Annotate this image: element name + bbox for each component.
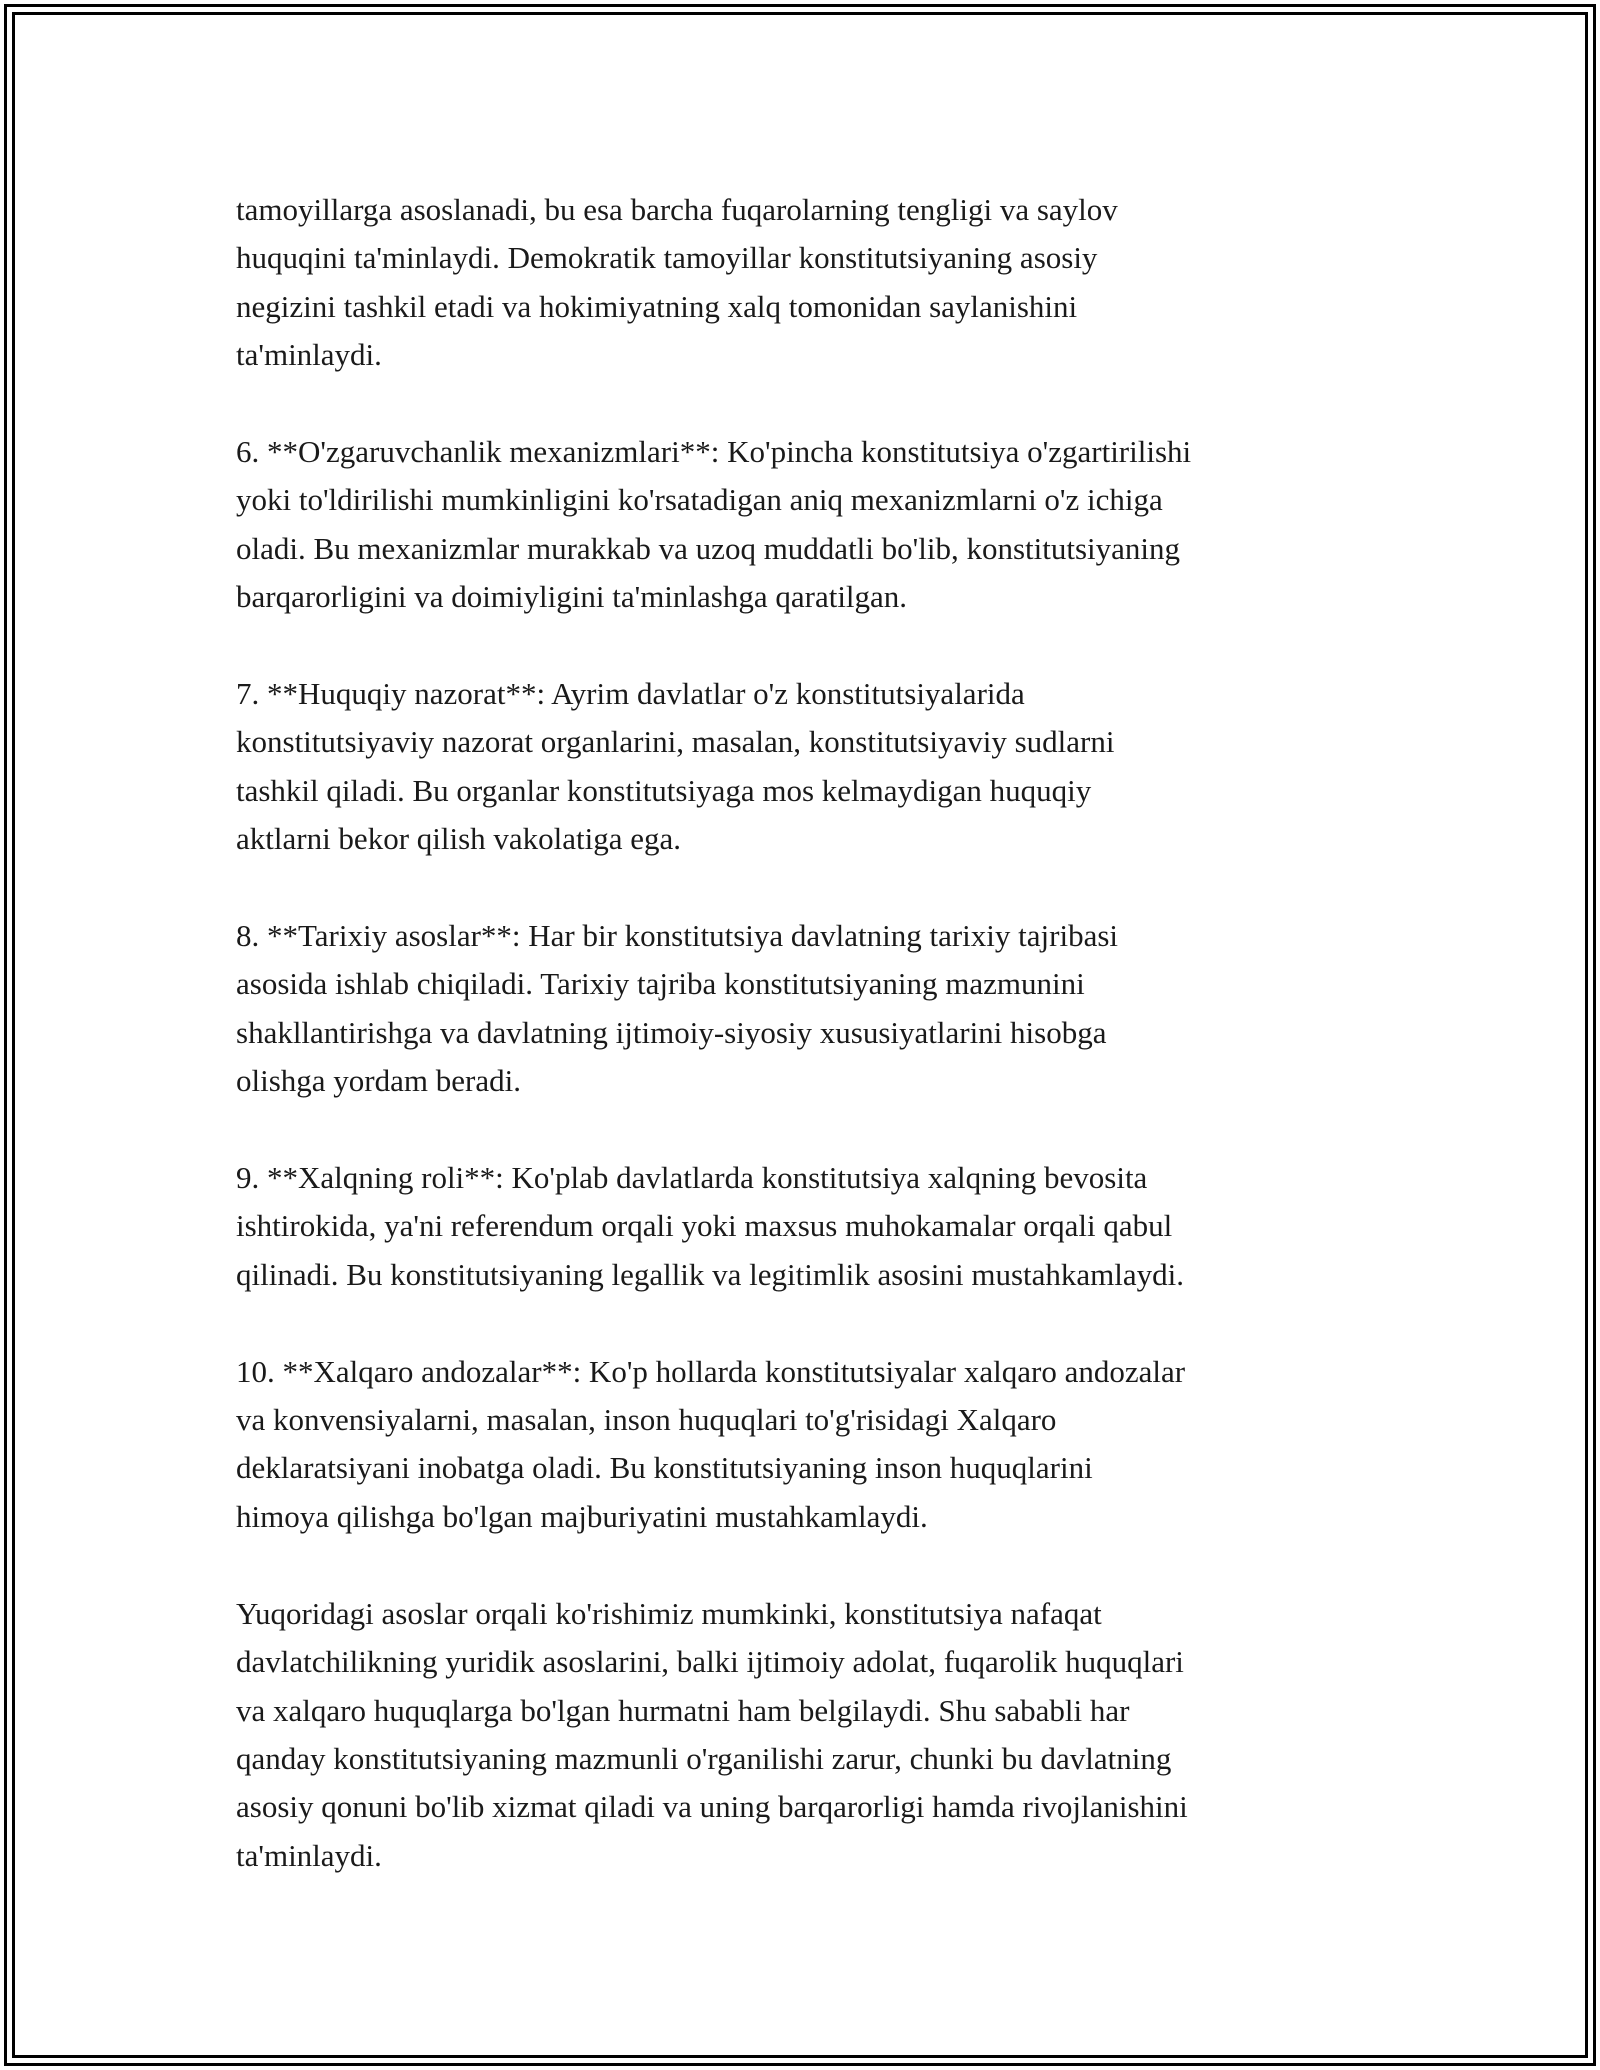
paragraph-conclusion: Yuqoridagi asoslar orqali ko'rishimiz mumkinki, konstitutsiya nafaqat davlatchilikning yuridik asoslarini, balki ijtimoiy adolat, fuqarolik huquqlari va xalqaro huquqlarga bo'lgan hurmatni ham belgilaydi. Shu sababli har qanday konstitutsiyaning mazmunli o'rganilishi zarur, chunki bu davlatning asosiy qonuni bo'lib xizmat qiladi va uning barqarorligi hamda rivojlanishini ta'minlaydi. — [236, 1595, 1188, 1873]
paragraph-intro-continuation: tamoyillarga asoslanadi, bu esa barcha fuqarolarning tengligi va saylov huquqini ta'minlaydi. Demokratik tamoyillar konstitutsiyaning asosiy negizini tashkil etadi va hokimiyatning xalq tomonidan saylanishini ta'minlaydi. — [236, 192, 1118, 373]
paragraph-item-9: 9. **Xalqning roli**: Ko'plab davlatlarda konstitutsiya xalqning bevosita ishtirokida, ya'ni referendum orqali yoki maxsus muhokamalar orqali qabul qilinadi. Bu konstitutsiyaning legallik va legitimlik asosini mustahkamlaydi. — [236, 1160, 1184, 1292]
paragraph-item-7: 7. **Huquqiy nazorat**: Ayrim davlatlar o'z konstitutsiyalarida konstitutsiyaviy nazorat organlarini, masalan, konstitutsiyaviy sudlarni tashkil qiladi. Bu organlar konstitutsiyaga mos kelmaydigan huquqiy aktlarni bekor qilish vakolatiga ega. — [236, 676, 1115, 857]
paragraph-item-6: 6. **O'zgaruvchanlik mexanizmlari**: Ko'pincha konstitutsiya o'zgartirilishi yoki to'ldirilishi mumkinligini ko'rsatadigan aniq mexanizmlarni o'z ichiga oladi. Bu mexanizmlar murakkab va uzoq muddatli bo'lib, konstitutsiyaning barqarorligini va doimiyligini ta'minlashga qaratilgan. — [236, 434, 1192, 615]
paragraph-item-8: 8. **Tarixiy asoslar**: Har bir konstitutsiya davlatning tarixiy tajribasi asosida ishlab chiqiladi. Tarixiy tajriba konstitutsiyaning mazmunini shakllantirishga va davlatning ijtimoiy-siyosiy xususiyatlarini hisobga olishga yordam beradi. — [236, 918, 1119, 1099]
paragraph-item-10: 10. **Xalqaro andozalar**: Ko'p hollarda konstitutsiyalar xalqaro andozalar va konvensiyalarni, masalan, inson huquqlari to'g'risidagi Xalqaro deklaratsiyani inobatga oladi. Bu konstitutsiyaning inson huquqlarini himoya qilishga bo'lgan majburiyatini mustahkamlaydi. — [236, 1353, 1186, 1534]
document-body — [236, 186, 1400, 1880]
